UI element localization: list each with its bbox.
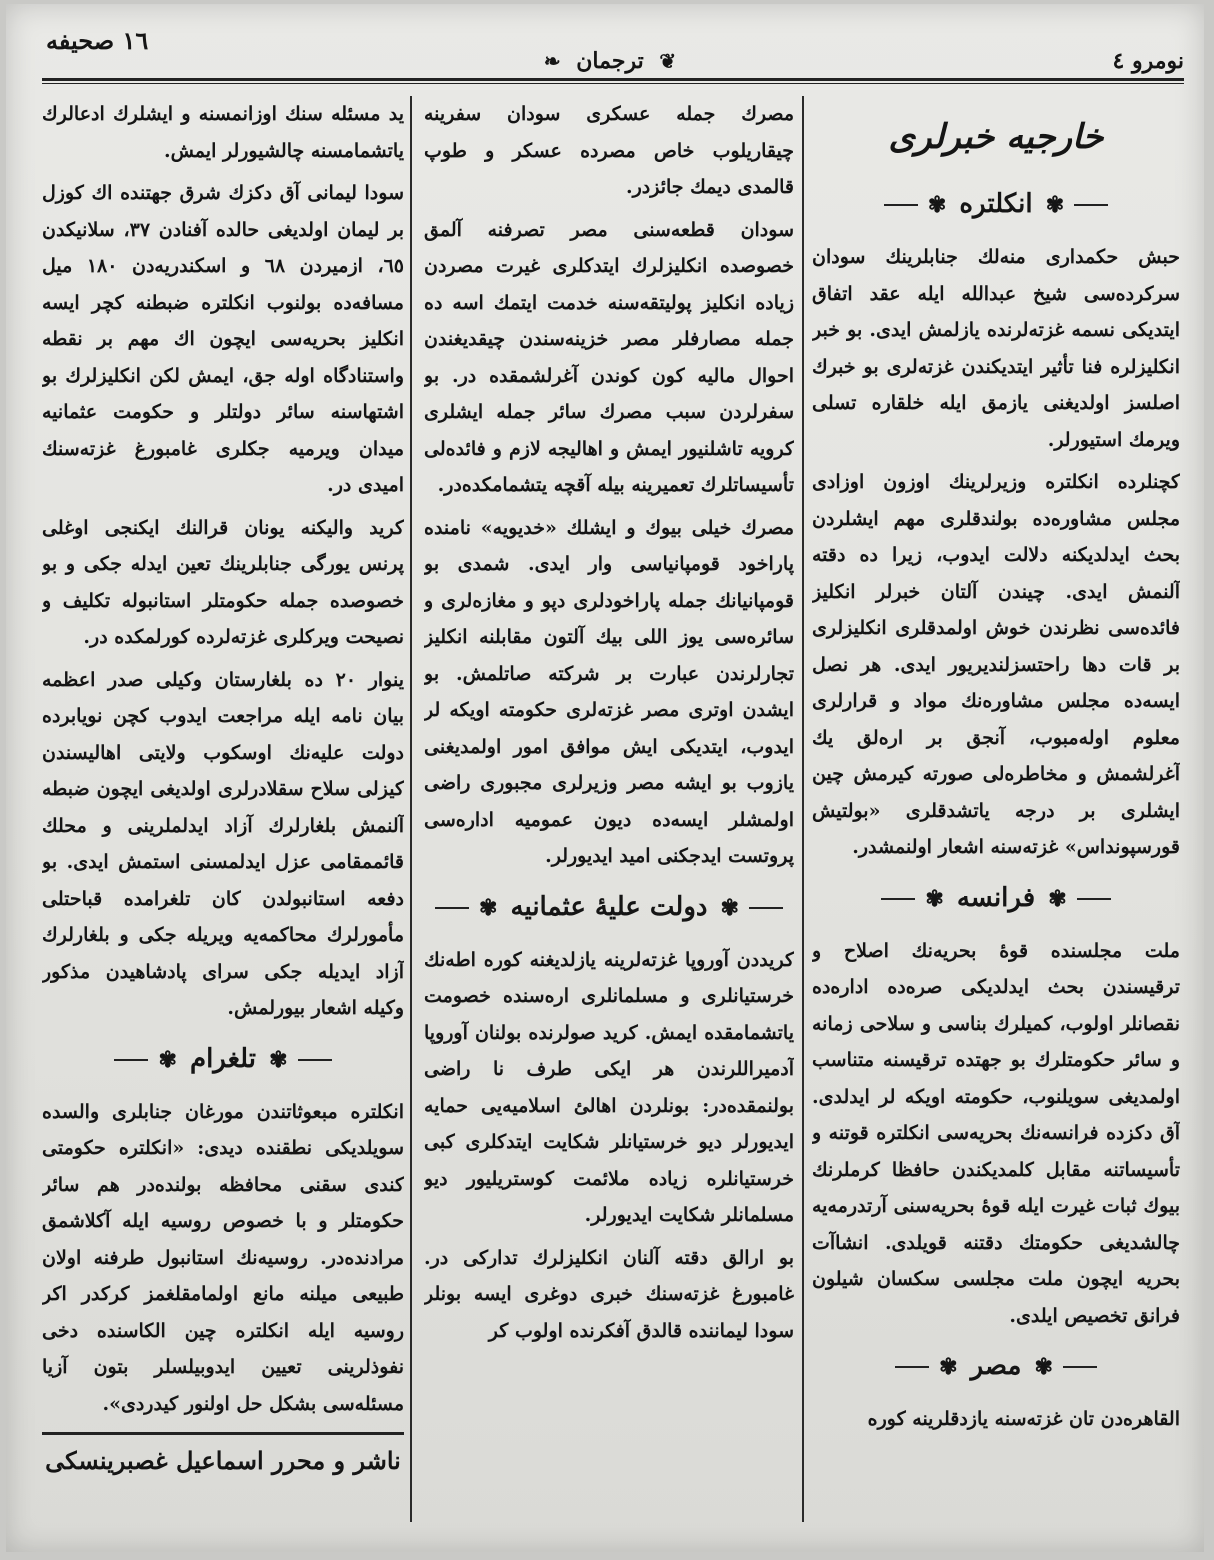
masthead xyxy=(36,48,1184,74)
article-text: انكلتره مبعوثاتندن مورغان جنابلرى والسده سويلديكى نطقنده ديدى: «انكلتره حكومتى كندى سقنى محافظه بولنده‌در هم سائر حكومتلر و با خصوص روسيه ايله آكلاشمق مرادنده‌در. روسيه‌نك استانبول طرفنه اولان طبيعى ميلنه مانع اولمامقلغمز كركدر اكر روسيه ايله انكلتره چين الكاسنده دخى نفوذلرينى تعيين ايدوبيلسلر بتون آزيا مسئله‌سى بشكل حل اولنور كيدردى». xyxy=(42,1100,404,1415)
page-number: ١٦ صحيفه xyxy=(46,26,149,55)
ornament-right-icon: ❧ xyxy=(543,49,561,73)
column-divider xyxy=(410,96,412,1522)
right-column xyxy=(812,96,1180,1532)
article-text: كچنلرده انكلتره وزيرلرينك اوزون اوزادى مجلس مشاوره‌ده بولندقلرى مهم ايشلردن بحث ايدلديكنه دلالت ايدوب، زيرا ده دقته آلنمش ايدى. چيندن آلتان خبرلر انكليز فائده‌سى نظرندن خوش اولمدقلرى انكليزلرى بر قات دها راحتسزلنديريور ايدى. هر نصل ايسه‌ده مجلس مشاوره‌نك مواد و قرارلرى معلوم اوله‌مبوب، آنجق بر اره‌لق يك آغرلشمش و مخاطره‌لى صورته كيرمش چين ايشلرى بر درجه ياتشدقلرى «بولتيش قورسپونداس» غزته‌سنه اشعار اولنمشدر. xyxy=(812,471,1180,858)
publisher-signature: ناشر و محرر اسماعيل غصبرينسكى xyxy=(45,1446,401,1475)
section-title-telegram: ✾ تلغرام ✾ xyxy=(42,1037,404,1082)
article-text: حبش حكمدارى منه‌لك جنابلرينك سودان سركرده‌سى شيخ عبدالله ايله عقد اتفاق ايتديكى نسمه غزته‌لرنده يازلمش ايدى. بو خبر انكليزلره فنا تأثير ايتديكندن غزته‌لرى بو خبرك اصلسز اولديغنى يازمق ايله خلقاره تسلى ويرمك استيورلر. xyxy=(812,246,1180,451)
article-text: يد مسئله سنك اوزانمسنه و ايشلرك ادعالرك ياتشمامسنه چالشيورلر ايمش. xyxy=(42,103,404,162)
flourish-icon: ✾ xyxy=(1045,192,1065,218)
section-title-france: ✾ فرانسه ✾ xyxy=(812,876,1180,921)
flourish-icon: ✾ xyxy=(927,192,947,218)
article-text: كريددن آوروپا غزته‌لرينه يازلديغنه كوره اطه‌نك خرستيانلرى و مسلمانلرى اره‌سنده خصومت ياتشمامقده ايمش. كريد صولرنده بولنان آوروپا آدميراللرندن هر ايكى طرف نا راضى بولنمقده‌در: بونلردن اهالئ اسلاميه‌يى حمايه ايديورلر ديو خرستيانلر شكايت ايتدكلرى كبى خرستيانلره زياده ملائمت كوستريليور ديو مسلمانلر شكايت ايديورلر. xyxy=(424,948,794,1226)
masthead-title: ترجمان xyxy=(576,48,644,74)
article-text: سودا ليمانى آق دكزك شرق جهتنده اك كوزل بر ليمان اولديغى حالده آفنادن ٣٧، سلانيكدن ٦٥، ازميردن ٦٨ و اسكندريه‌دن ١٨٠ ميل مسافه‌ده بولنوب انكلتره ضبطنه كچر ايسه انكليز بحريه‌سى ايچون اك مهم بر نقطه واستنادگاه اوله جق، ايمش لكن انكليزلرك بو اشتهاسنه سائر دولتلر و حكومت عثمانيه ميدان ويرميه جكلرى غامبورغ غزته‌سنك اميدى در. xyxy=(42,182,404,496)
flourish-icon: ✾ xyxy=(1034,1354,1053,1380)
flourish-icon: ✾ xyxy=(158,1046,177,1073)
flourish-icon: ✾ xyxy=(1048,885,1067,912)
signature-rule xyxy=(42,1432,404,1435)
issue-number: نومرو ٤ xyxy=(1112,48,1184,74)
column-divider xyxy=(802,96,804,1522)
article-text: مصرك جمله عسكرى سودان سفرينه چيقاريلوب خاص مصرده عسكر و طوپ قالمدى ديمك جائزدر. xyxy=(424,103,794,198)
flourish-icon: ✾ xyxy=(925,885,944,912)
article-text: مصرك خيلى بيوك و ايشلك «خديويه» نامنده پاراخود قومپانياسى وار ايدى. شمدى بو قومپانيانك جمله پاراخودلرى دپو و مغازه‌لرى و سائره‌سى يوز اللى بيك آلتون مقابلنه انكليز تجارلرندن عبارت بر شركته صاتلمش. بو ايشدن اوترى مصر غزته‌لرى حكومته اويكه لر ايدوب، ايتديكى ايش موافق امور اولمديغنى يازوب بو ايشه مصر وزيرلرى مجبورى راضى اولمشلر ايسه‌ده ديون عموميه اداره‌سى پروتست ايدجكنى اميد ايديورلر. xyxy=(424,516,794,867)
section-title-ottoman: ✾ دولت عليۀ عثمانيه ✾ xyxy=(424,885,794,930)
foreign-news-heading: خارجيه خبرلرى xyxy=(888,117,1104,157)
flourish-icon: ✾ xyxy=(939,1354,958,1380)
left-column xyxy=(42,96,404,1532)
flourish-icon: ✾ xyxy=(720,894,739,921)
header-rule-thin xyxy=(42,83,1184,84)
article-text: سودان قطعه‌سنى مصر تصرفنه آلمق خصوصده انكليزلرك ايتدكلرى غيرت مصردن زياده انكليز پوليتقه‌سنه خدمت ايتمك اسه ده جمله مصارفلر مصر خزينه‌سندن چيقديغندن احوال ماليه كون كوندن آغرلشمقده در. بو سفرلردن سبب مصرك سائر جمله ايشلرى كرويه تاشلنيور ايمش و اهاليجه لازم و فائده‌لى تأسيساتلرك تعميرينه بيله آقچه يتشمامكده‌در. xyxy=(424,218,794,496)
newspaper-page xyxy=(6,4,1204,1552)
section-title-england: ✾ انكلتره ✾ xyxy=(812,182,1180,227)
article-text: ملت مجلسنده قوۀ بحريه‌نك اصلاح و ترقيسندن بحث ايدلديكى صره‌ده اداره‌ده نقصانلر اولوب، كميلرك بناسى و سلاحى زمانه و سائر حكومتلرك بو جهتده ترقيسنه متناسب اولمديغى سويلنوب، حكومته اويكه لر ايدلدى. آق دكزده فرانسه‌نك بحريه‌سى انكلتره قوتنه و تأسيساتنه مقابل كلمديكندن حافظا كرملرنك بيوك ثبات غيرت ايله قوۀ بحريه‌سنى آرتدرمه‌يه چالشديغى حكومتك دقتنه قويلدى. انشاآت بحريه ايچون ملت مجلسى سكسان شيلون فرانق تخصيص ايلدى. xyxy=(812,939,1180,1327)
flourish-icon: ✾ xyxy=(479,894,498,921)
article-text: بو ارالق دقته آلنان انكليزلرك تداركى در. غامبورغ غزته‌سنك خبرى دوغرى ايسه بونلر سودا ليماننده قالدق آفكرنده اولوب كر xyxy=(424,1246,794,1342)
ornament-left-icon: ❦ xyxy=(659,49,677,73)
page-header xyxy=(36,18,1184,80)
middle-column xyxy=(424,96,794,1532)
article-text: القاهره‌دن تان غزته‌سنه يازدقلرينه كوره xyxy=(867,1408,1180,1430)
flourish-icon: ✾ xyxy=(269,1046,288,1073)
header-rule xyxy=(42,78,1184,81)
article-text: كريد واليكنه يونان قرالنك ايكنجى اوغلى پرنس يورگى جنابلرينك تعين ايدله جكى و بو خصوصده جمله حكومتلر استانبوله تكليف و نصيحت ويركلرى غزته‌لرده كورلمكده در. xyxy=(42,516,404,648)
section-title-egypt: ✾ مصر ✾ xyxy=(812,1344,1180,1389)
article-text: ينوار ٢٠ ده بلغارستان وكيلى صدر اعظمه بيان نامه ايله مراجعت ايدوب كچن نويابرده دولت عليه‌نك اوسكوب ولايتى اهاليسندن كيزلى سلاح سقلادرلرى اولديغى ايچون ضبطه آلنمش بلغارلرك آزاد ايدلملرينى و محلك قائممقامى عزل ايدلمسنى استمش ايدى. بو دفعه استانبولدن كان تلغرامده قباحتلى مأمورلرك محاكمه‌يه ويريله جكى و بلغارلرك آزاد ايديله جكى سراى پادشاهيدن مذكور وكيله اشعار بيورلمش. xyxy=(42,668,404,1019)
